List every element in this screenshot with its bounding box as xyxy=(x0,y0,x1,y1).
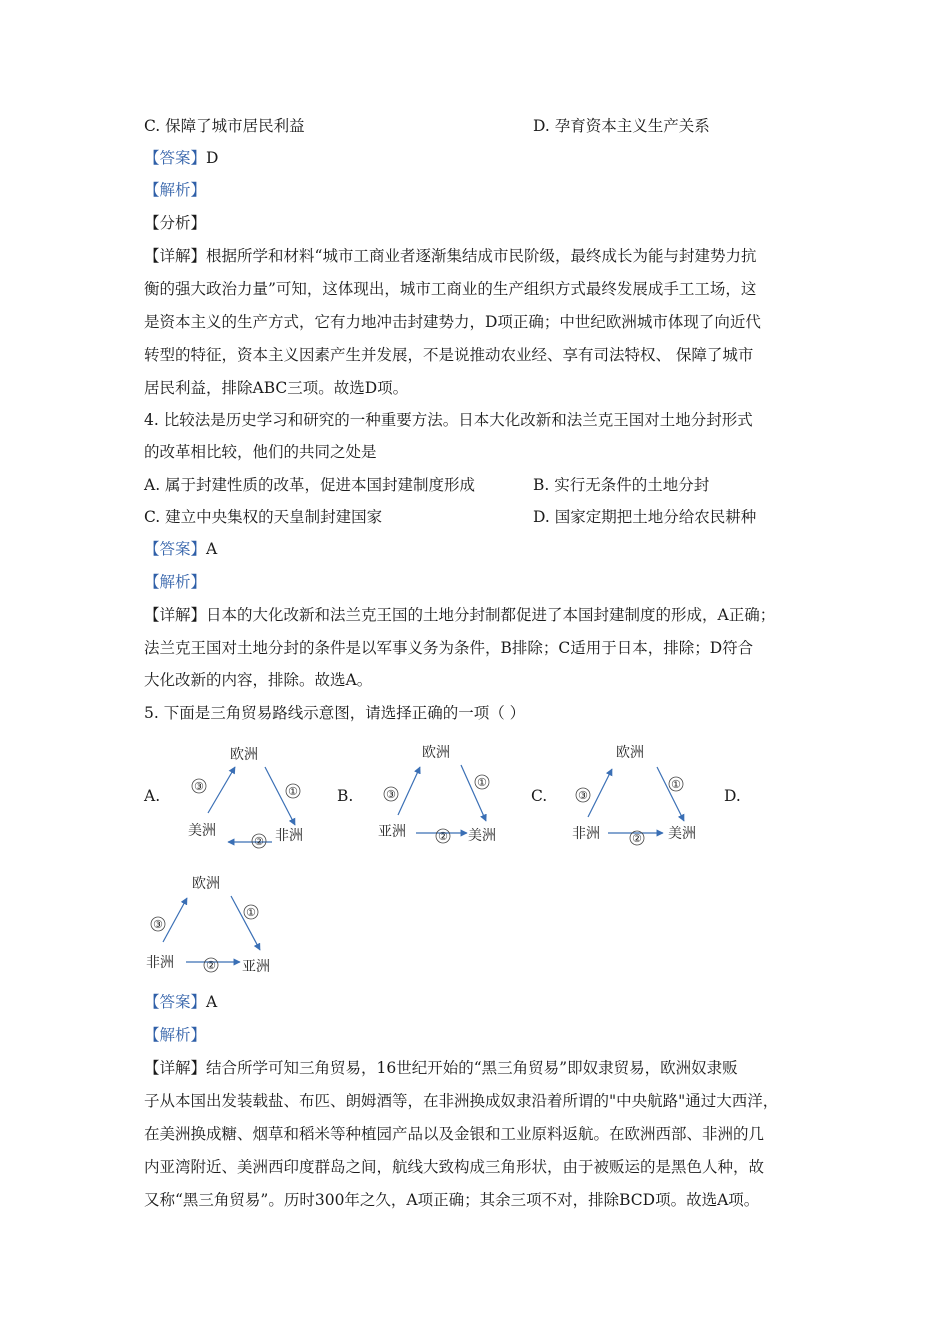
q4-detail-line: 大化改新的内容，排除。故选A。 xyxy=(144,671,373,689)
route-1-number: ① xyxy=(288,785,298,798)
continent-left: 亚洲 xyxy=(378,824,406,840)
route-2-number: ② xyxy=(438,830,448,843)
continent-left: 美洲 xyxy=(188,823,216,839)
route-1-number: ① xyxy=(246,906,256,919)
route-1-number: ① xyxy=(477,776,487,789)
detail-tag: 【详解】 xyxy=(144,247,207,265)
q5-answer xyxy=(144,992,217,1012)
route-1-arrow xyxy=(461,765,486,821)
detail-text: 结合所学可知三角贸易，16世纪开始的“黑三角贸易”即奴隶贸易，欧洲奴隶贩 xyxy=(206,1059,738,1077)
route-3-arrow xyxy=(163,898,187,942)
q3-answer xyxy=(144,148,218,168)
route-3-arrow xyxy=(588,769,612,817)
answer-tag: 【答案】 xyxy=(144,149,207,167)
continent-right: 非洲 xyxy=(275,828,303,844)
q3-option-c: C. 保障了城市居民利益 xyxy=(144,117,305,135)
diagram-b-label: B. xyxy=(337,787,354,805)
q5-detail-line: 内亚湾附近、美洲西印度群岛之间，航线大致构成三角形状，由于被贩运的是黑色人种，故 xyxy=(144,1158,765,1176)
q5-detail-line: 又称“黑三角贸易”。历时300年之久，A项正确；其余三项不对，排除BCD项。故选A项。 xyxy=(144,1191,760,1209)
q4-detail-line: 法兰克王国对土地分封的条件是以军事义务为条件，B排除；C适用于日本，排除；D符合 xyxy=(144,639,754,657)
continent-right: 亚洲 xyxy=(242,959,270,975)
q4-analysis-tag: 【解析】 xyxy=(144,573,207,591)
answer-tag: 【答案】 xyxy=(144,993,207,1011)
q3-detail-line: 衡的强大政治力量”可知，这体现出，城市工商业的生产组织方式最终发展成手工工场，这 xyxy=(144,280,757,298)
route-1-arrow xyxy=(231,896,260,950)
detail-tag: 【详解】 xyxy=(144,1059,207,1077)
continent-left: 非洲 xyxy=(572,826,600,842)
continent-europe: 欧洲 xyxy=(616,745,644,761)
continent-europe: 欧洲 xyxy=(192,876,220,892)
diagram-d-label: D. xyxy=(724,787,741,805)
diagram-c-label: C. xyxy=(531,787,548,805)
q4-answer xyxy=(144,539,217,559)
detail-text: 根据所学和材料“城市工商业者逐渐集结成市民阶级，最终成长为能与封建势力抗 xyxy=(206,247,757,265)
trade-diagram-c xyxy=(566,733,716,853)
route-2-number: ② xyxy=(206,959,216,972)
diagram-a-label: A. xyxy=(144,787,161,805)
continent-left: 非洲 xyxy=(146,955,174,971)
q4-option-c: C. 建立中央集权的天皇制封建国家 xyxy=(144,508,383,526)
route-3-arrow xyxy=(398,767,420,815)
q5-stem: 5. 下面是三角贸易路线示意图，请选择正确的一项（ ） xyxy=(144,704,526,722)
q5-detail-line xyxy=(144,1058,738,1078)
route-3-number: ③ xyxy=(386,788,396,801)
route-3-number: ③ xyxy=(194,780,204,793)
route-1-arrow xyxy=(657,767,684,821)
q5-detail-line: 在美洲换成糖、烟草和稻米等种植园产品以及金银和工业原料返航。在欧洲西部、非洲的几 xyxy=(144,1125,765,1143)
answer-value: A xyxy=(206,540,218,558)
q4-option-d: D. 国家定期把土地分给农民耕种 xyxy=(533,508,757,526)
q3-detail-line: 转型的特征，资本主义因素产生并发展，不是说推动农业经、享有司法特权、 保障了城市 xyxy=(144,346,754,364)
continent-right: 美洲 xyxy=(668,826,696,842)
trade-diagram-a xyxy=(180,735,330,855)
q5-detail-line: 子从本国出发装载盐、布匹、朗姆酒等，在非洲换成奴隶沿着所谓的"中央航路"通过大西洋， xyxy=(144,1092,779,1110)
detail-tag: 【详解】 xyxy=(144,606,207,624)
q3-detail-line xyxy=(144,246,756,266)
route-1-number: ① xyxy=(671,778,681,791)
route-3-number: ③ xyxy=(578,789,588,802)
q4-stem-line: 4. 比较法是历史学习和研究的一种重要方法。日本大化改新和法兰克王国对土地分封形式 xyxy=(144,411,753,429)
q4-option-b: B. 实行无条件的土地分封 xyxy=(533,476,710,494)
route-2-number: ② xyxy=(632,832,642,845)
q4-detail-line xyxy=(144,605,775,625)
q4-stem-line: 的改革相比较，他们的共同之处是 xyxy=(144,443,377,461)
continent-right: 美洲 xyxy=(468,828,496,844)
trade-diagram-d xyxy=(144,864,294,984)
q4-option-a: A. 属于封建性质的改革，促进本国封建制度形成 xyxy=(144,476,476,494)
detail-text: 日本的大化改新和法兰克王国的土地分封制都促进了本国封建制度的形成，A正确； xyxy=(206,606,776,624)
q3-detail-line: 居民利益，排除ABC三项。故选D项。 xyxy=(144,379,409,397)
q5-analysis-tag: 【解析】 xyxy=(144,1026,207,1044)
q3-option-d: D. 孕育资本主义生产关系 xyxy=(533,117,710,135)
route-2-number: ② xyxy=(254,835,264,848)
trade-diagram-b xyxy=(372,733,522,853)
q3-analysis-tag: 【解析】 xyxy=(144,181,207,199)
route-3-number: ③ xyxy=(153,918,163,931)
route-3-arrow xyxy=(208,767,235,813)
answer-value: A xyxy=(206,993,218,1011)
q3-fenxi-tag: 【分析】 xyxy=(144,214,207,232)
continent-europe: 欧洲 xyxy=(422,745,450,761)
answer-value: D xyxy=(206,149,219,167)
answer-tag: 【答案】 xyxy=(144,540,207,558)
continent-europe: 欧洲 xyxy=(230,747,258,763)
q3-detail-line: 是资本主义的生产方式，它有力地冲击封建势力，D项正确；中世纪欧洲城市体现了向近代 xyxy=(144,313,761,331)
